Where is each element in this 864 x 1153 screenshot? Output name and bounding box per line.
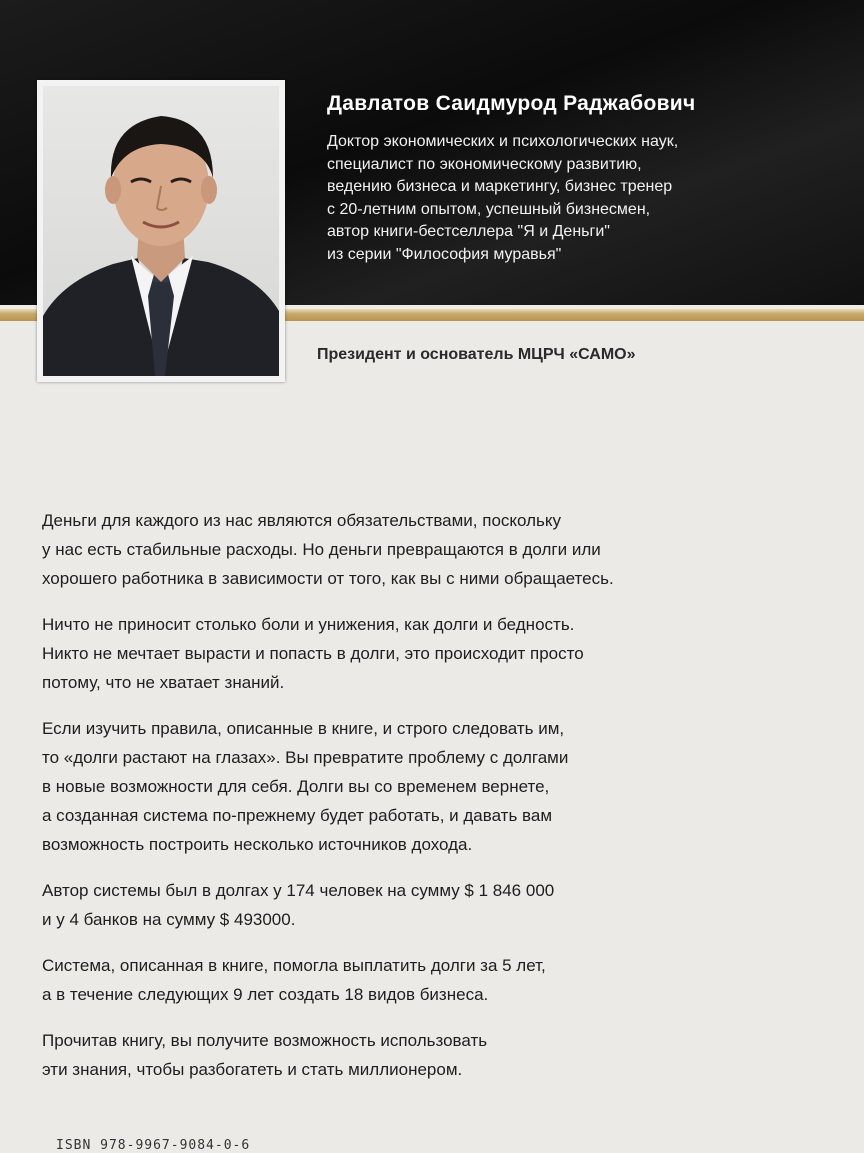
- paragraph-6: [42, 1026, 842, 1084]
- author-bio-line: с 20-летним опытом, успешный бизнесмен,: [327, 200, 651, 218]
- author-bio-line: ведению бизнеса и маркетингу, бизнес тренер: [327, 178, 673, 195]
- text-line: а в течение следующих 9 лет создать 18 видов бизнеса.: [42, 985, 489, 1004]
- text-line: возможность построить несколько источников дохода.: [42, 835, 473, 854]
- text-line: потому, что не хватает знаний.: [42, 673, 285, 692]
- isbn-number: ISBN 978-9967-9084-0-6: [56, 1138, 251, 1153]
- author-portrait-illustration: [43, 86, 279, 376]
- author-photo-frame: [37, 80, 285, 382]
- text-line: Прочитав книгу, вы получите возможность использовать: [42, 1031, 488, 1050]
- text-line: то «долги растают на глазах». Вы превратите проблему с долгами: [42, 748, 569, 767]
- text-line: в новые возможности для себя. Долги вы со временем вернете,: [42, 777, 550, 796]
- text-line: хорошего работника в зависимости от того, как вы с ними обращаетесь.: [42, 569, 614, 588]
- text-line: Ничто не приносит столько боли и унижения, как долги и бедность.: [42, 615, 575, 634]
- text-line: Система, описанная в книге, помогла выплатить долги за 5 лет,: [42, 956, 546, 975]
- author-bio-line: из серии "Философия муравья": [327, 245, 562, 263]
- paragraph-2: [42, 610, 842, 697]
- text-line: Если изучить правила, описанные в книге, и строго следовать им,: [42, 719, 565, 738]
- text-line: у нас есть стабильные расходы. Но деньги превращаются в долги или: [42, 540, 601, 559]
- author-bio: [327, 131, 847, 266]
- text-line: эти знания, чтобы разбогатеть и стать миллионером.: [42, 1060, 463, 1079]
- paragraph-4: [42, 876, 842, 934]
- author-bio-line: Доктор экономических и психологических наук,: [327, 133, 679, 150]
- book-description: [42, 506, 842, 1101]
- text-line: Деньги для каждого из нас являются обязательствами, поскольку: [42, 511, 562, 530]
- author-name: Давлатов Саидмурод Раджабович: [327, 92, 696, 115]
- author-bio-line: автор книги-бестселлера "Я и Деньги": [327, 223, 610, 240]
- paragraph-5: [42, 951, 842, 1009]
- paragraph-3: [42, 714, 842, 859]
- text-line: и у 4 банков на сумму $ 493000.: [42, 910, 296, 929]
- author-bio-line: специалист по экономическому развитию,: [327, 155, 642, 173]
- author-position: Президент и основатель МЦРЧ «САМО»: [317, 346, 636, 363]
- author-photo: [43, 86, 279, 376]
- text-line: а созданная система по-прежнему будет работать, и давать вам: [42, 806, 553, 825]
- paragraph-1: [42, 506, 842, 593]
- text-line: Никто не мечтает вырасти и попасть в долги, это происходит просто: [42, 644, 584, 663]
- text-line: Автор системы был в долгах у 174 человек на сумму $ 1 846 000: [42, 881, 555, 900]
